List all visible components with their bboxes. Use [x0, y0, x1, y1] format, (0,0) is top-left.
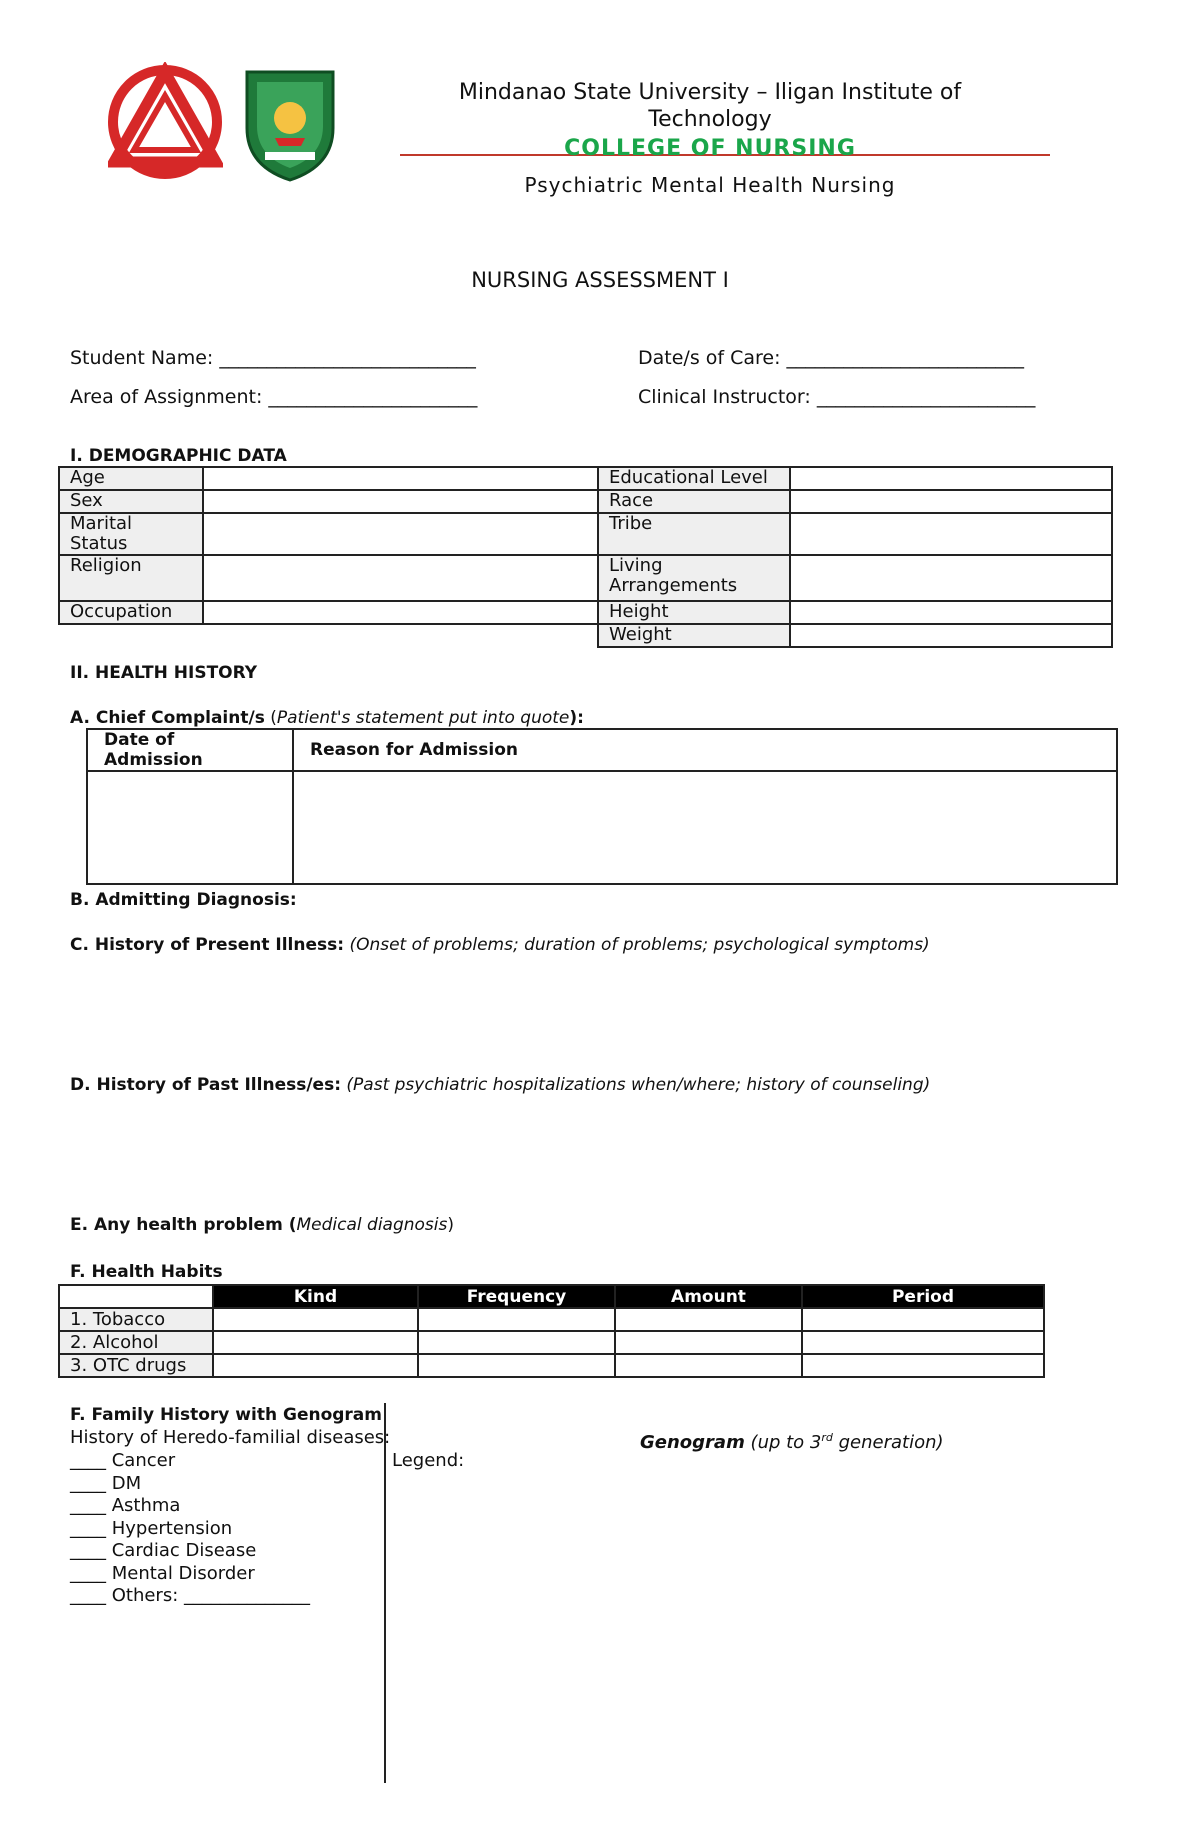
genogram-note-a: (up to 3 [744, 1432, 822, 1453]
hh-cell[interactable] [615, 1308, 802, 1331]
hh-cell[interactable] [802, 1308, 1044, 1331]
chief-complaint-close: ): [569, 708, 584, 728]
cc-col-date: Date of Admission [87, 729, 293, 771]
university-line-2: Technology [648, 107, 772, 132]
demographic-table [58, 466, 1113, 648]
genogram-legend: Legend: [392, 1450, 465, 1471]
genogram-area[interactable] [392, 1478, 1092, 1778]
msu-iit-seal [108, 62, 223, 182]
health-problem-label [70, 1215, 454, 1235]
disease-dm[interactable]: ____ DM [70, 1472, 142, 1494]
university-name [400, 79, 1020, 133]
demo-label-education: Educational Level [598, 467, 790, 490]
dates-of-care-field[interactable]: Date/s of Care: _________________________ [638, 347, 1025, 369]
demo-value-weight[interactable] [790, 624, 1112, 647]
hh-cell[interactable] [213, 1331, 418, 1354]
demo-value-tribe[interactable] [790, 513, 1112, 555]
hh-cell[interactable] [418, 1308, 615, 1331]
family-history-heading: F. Family History with Genogram [70, 1405, 382, 1425]
hh-row-tobacco: 1. Tobacco [59, 1308, 213, 1331]
course-name: Psychiatric Mental Health Nursing [524, 173, 896, 197]
present-illness-label [70, 935, 930, 955]
hh-cell[interactable] [615, 1331, 802, 1354]
heredo-familial-list [70, 1450, 310, 1608]
genogram-sup: rd [821, 1431, 833, 1444]
disease-cancer[interactable]: ____ Cancer [70, 1450, 176, 1471]
demo-label-race: Race [598, 490, 790, 513]
disease-cardiac[interactable]: ____ Cardiac Disease [70, 1540, 257, 1561]
health-habits-heading: F. Health Habits [70, 1262, 223, 1282]
chief-complaint-note: Patient's statement put into quote [276, 708, 570, 728]
demo-value-age[interactable] [203, 467, 598, 490]
health-habits-table [58, 1284, 1045, 1378]
cc-col-reason: Reason for Admission [293, 729, 1117, 771]
past-illness-label [70, 1075, 930, 1095]
hh-col-period: Period [802, 1285, 1044, 1308]
genogram-note-b: generation) [832, 1432, 944, 1453]
health-history-heading: II. HEALTH HISTORY [70, 663, 258, 683]
hh-cell[interactable] [802, 1354, 1044, 1377]
hh-cell[interactable] [615, 1354, 802, 1377]
past-illness-note: (Past psychiatric hospitalizations when/where; history of counseling) [346, 1075, 931, 1095]
genogram-label [640, 1427, 944, 1455]
present-illness-title: C. History of Present Illness: [70, 935, 345, 955]
demo-label-religion: Religion [59, 555, 203, 601]
demo-label-height: Height [598, 601, 790, 624]
heredo-familial-intro: History of Heredo-familial diseases: [70, 1427, 391, 1448]
present-illness-note: (Onset of problems; duration of problems; psychological symptoms) [349, 935, 930, 955]
hh-cell[interactable] [213, 1354, 418, 1377]
chief-complaint-table [86, 728, 1118, 885]
demo-value-height[interactable] [790, 601, 1112, 624]
demo-value-occupation[interactable] [203, 601, 598, 624]
demo-label-sex: Sex [59, 490, 203, 513]
disease-asthma[interactable]: ____ Asthma [70, 1495, 181, 1516]
past-illness-title: D. History of Past Illness/es: [70, 1075, 341, 1095]
demo-label-living-arrangements: Living Arrangements [598, 555, 790, 601]
college-of-nursing-seal [235, 68, 345, 183]
hh-col-frequency: Frequency [418, 1285, 615, 1308]
hh-cell[interactable] [802, 1331, 1044, 1354]
demo-label-marital-status: Marital Status [59, 513, 203, 555]
hh-corner [59, 1285, 213, 1308]
demo-label-occupation: Occupation [59, 601, 203, 624]
chief-complaint-open: ( [264, 708, 277, 728]
hh-row-alcohol: 2. Alcohol [59, 1331, 213, 1354]
clinical-instructor-field[interactable]: Clinical Instructor: _______________________ [638, 386, 1036, 408]
hh-row-otc-drugs: 3. OTC drugs [59, 1354, 213, 1377]
genogram-title: Genogram [640, 1432, 745, 1453]
student-name-field[interactable]: Student Name: ___________________________ [70, 347, 476, 369]
demo-value-sex[interactable] [203, 490, 598, 513]
disease-hypertension[interactable]: ____ Hypertension [70, 1517, 233, 1539]
university-line-1: Mindanao State University – Iligan Institute of [458, 80, 962, 105]
hh-cell[interactable] [418, 1331, 615, 1354]
health-problem-title: E. Any health problem ( [70, 1215, 297, 1235]
cc-reason-cell[interactable] [293, 771, 1117, 884]
demo-label-weight: Weight [598, 624, 790, 647]
hh-col-kind: Kind [213, 1285, 418, 1308]
chief-complaint-title: A. Chief Complaint/s [70, 708, 265, 728]
demo-value-education[interactable] [790, 467, 1112, 490]
health-problem-close: ) [447, 1215, 455, 1235]
demo-value-race[interactable] [790, 490, 1112, 513]
hh-cell[interactable] [213, 1308, 418, 1331]
disease-others[interactable]: ____ Others: ______________ [70, 1585, 310, 1606]
health-problem-note: Medical diagnosis [296, 1215, 448, 1235]
family-history-divider [384, 1403, 386, 1783]
hh-cell[interactable] [418, 1354, 615, 1377]
chief-complaint-label [70, 708, 584, 728]
admitting-diagnosis-label: B. Admitting Diagnosis: [70, 890, 297, 910]
disease-mental-disorder[interactable]: ____ Mental Disorder [70, 1562, 255, 1584]
demo-label-age: Age [59, 467, 203, 490]
demo-value-marital-status[interactable] [203, 513, 598, 555]
demographic-heading: I. DEMOGRAPHIC DATA [70, 446, 287, 466]
cc-date-cell[interactable] [87, 771, 293, 884]
form-title: NURSING ASSESSMENT I [471, 268, 729, 292]
area-of-assignment-field[interactable]: Area of Assignment: ______________________ [70, 386, 478, 408]
hh-col-amount: Amount [615, 1285, 802, 1308]
demo-label-tribe: Tribe [598, 513, 790, 555]
demo-value-living-arrangements[interactable] [790, 555, 1112, 601]
college-name: COLLEGE OF NURSING [564, 136, 856, 161]
demo-value-religion[interactable] [203, 555, 598, 601]
